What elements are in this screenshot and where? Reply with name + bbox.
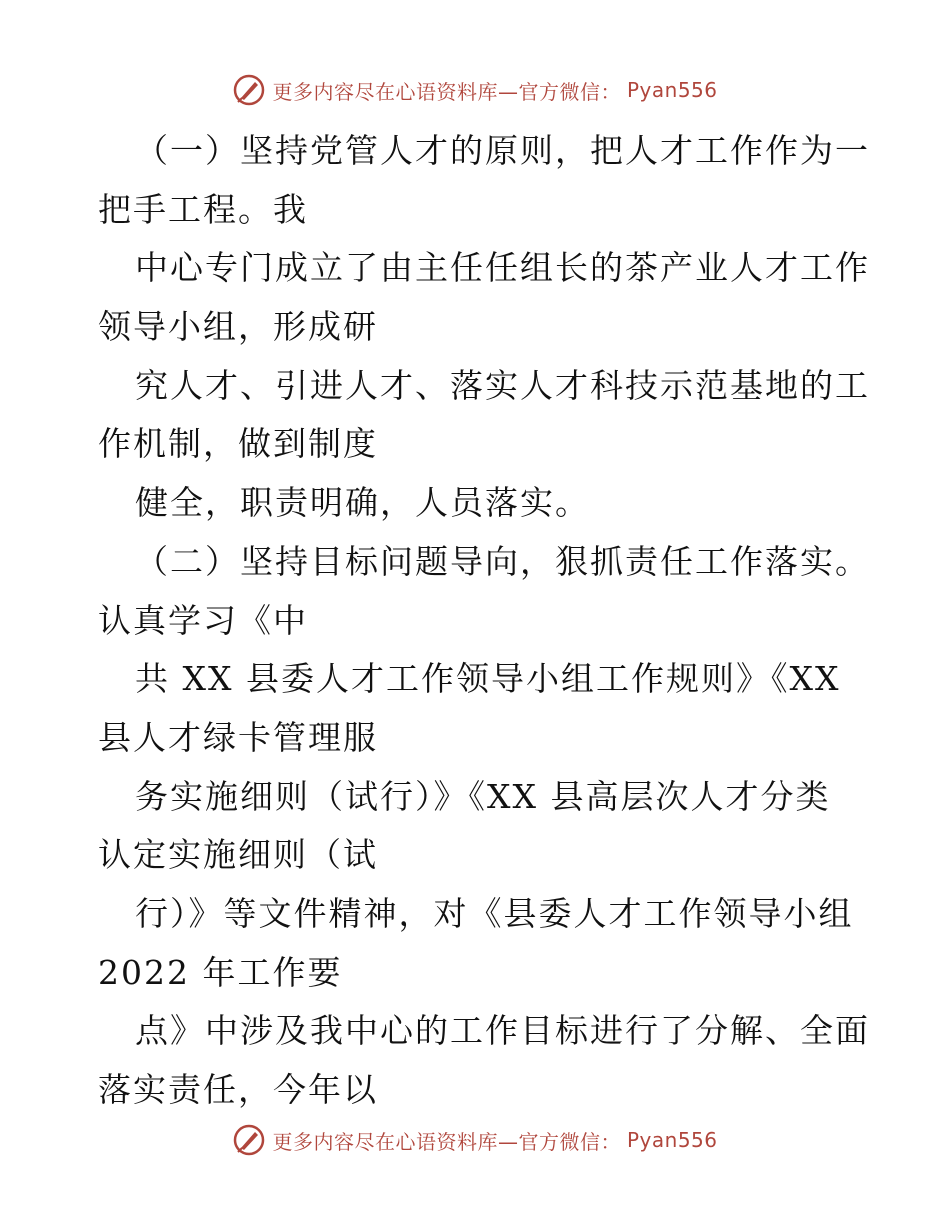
text-line: 务实施细则（试行）》《XX 县高层次人才分类 bbox=[135, 776, 831, 816]
text-line: 认定实施细则（试 bbox=[98, 835, 378, 875]
text-line: 健全，职责明确，人员落实。 bbox=[135, 483, 590, 523]
watermark-handle: Pyan556 bbox=[626, 1128, 718, 1152]
header-watermark bbox=[232, 73, 717, 107]
watermark-handle: Pyan556 bbox=[626, 78, 718, 102]
quill-logo-icon bbox=[232, 73, 266, 107]
text-line: 行）》等文件精神，对《县委人才工作领导小组 bbox=[135, 893, 854, 933]
quill-logo-icon bbox=[232, 1123, 266, 1157]
text-line: 落实责任，今年以 bbox=[98, 1070, 378, 1109]
text-line: （一）坚持党管人才的原则，把人才工作作为一 bbox=[135, 131, 870, 170]
text-line: 作机制，做到制度 bbox=[98, 424, 378, 464]
text-line: 认真学习《中 bbox=[98, 600, 308, 640]
text-line: 究人才、引进人才、落实人才科技示范基地的工 bbox=[135, 365, 870, 405]
text-line: 把手工程。我 bbox=[98, 189, 308, 229]
footer-watermark bbox=[232, 1123, 717, 1157]
document-body bbox=[98, 122, 870, 1120]
text-line: 县人才绿卡管理服 bbox=[98, 717, 378, 757]
text-line: （二）坚持目标问题导向，狠抓责任工作落实。 bbox=[135, 541, 870, 581]
watermark-text: 更多内容尽在心语资料库—官方微信： bbox=[272, 79, 621, 104]
watermark-text: 更多内容尽在心语资料库—官方微信： bbox=[272, 1129, 621, 1154]
text-line: 点》中涉及我中心的工作目标进行了分解、全面 bbox=[135, 1011, 870, 1051]
text-line: 中心专门成立了由主任任组长的茶产业人才工作 bbox=[135, 248, 870, 288]
page-header bbox=[0, 70, 950, 110]
text-line: 2022 年工作要 bbox=[98, 952, 343, 992]
text-line: 领导小组，形成研 bbox=[98, 307, 378, 347]
text-line: 共 XX 县委人才工作领导小组工作规则》《XX bbox=[135, 659, 841, 699]
page-footer bbox=[0, 1120, 950, 1160]
